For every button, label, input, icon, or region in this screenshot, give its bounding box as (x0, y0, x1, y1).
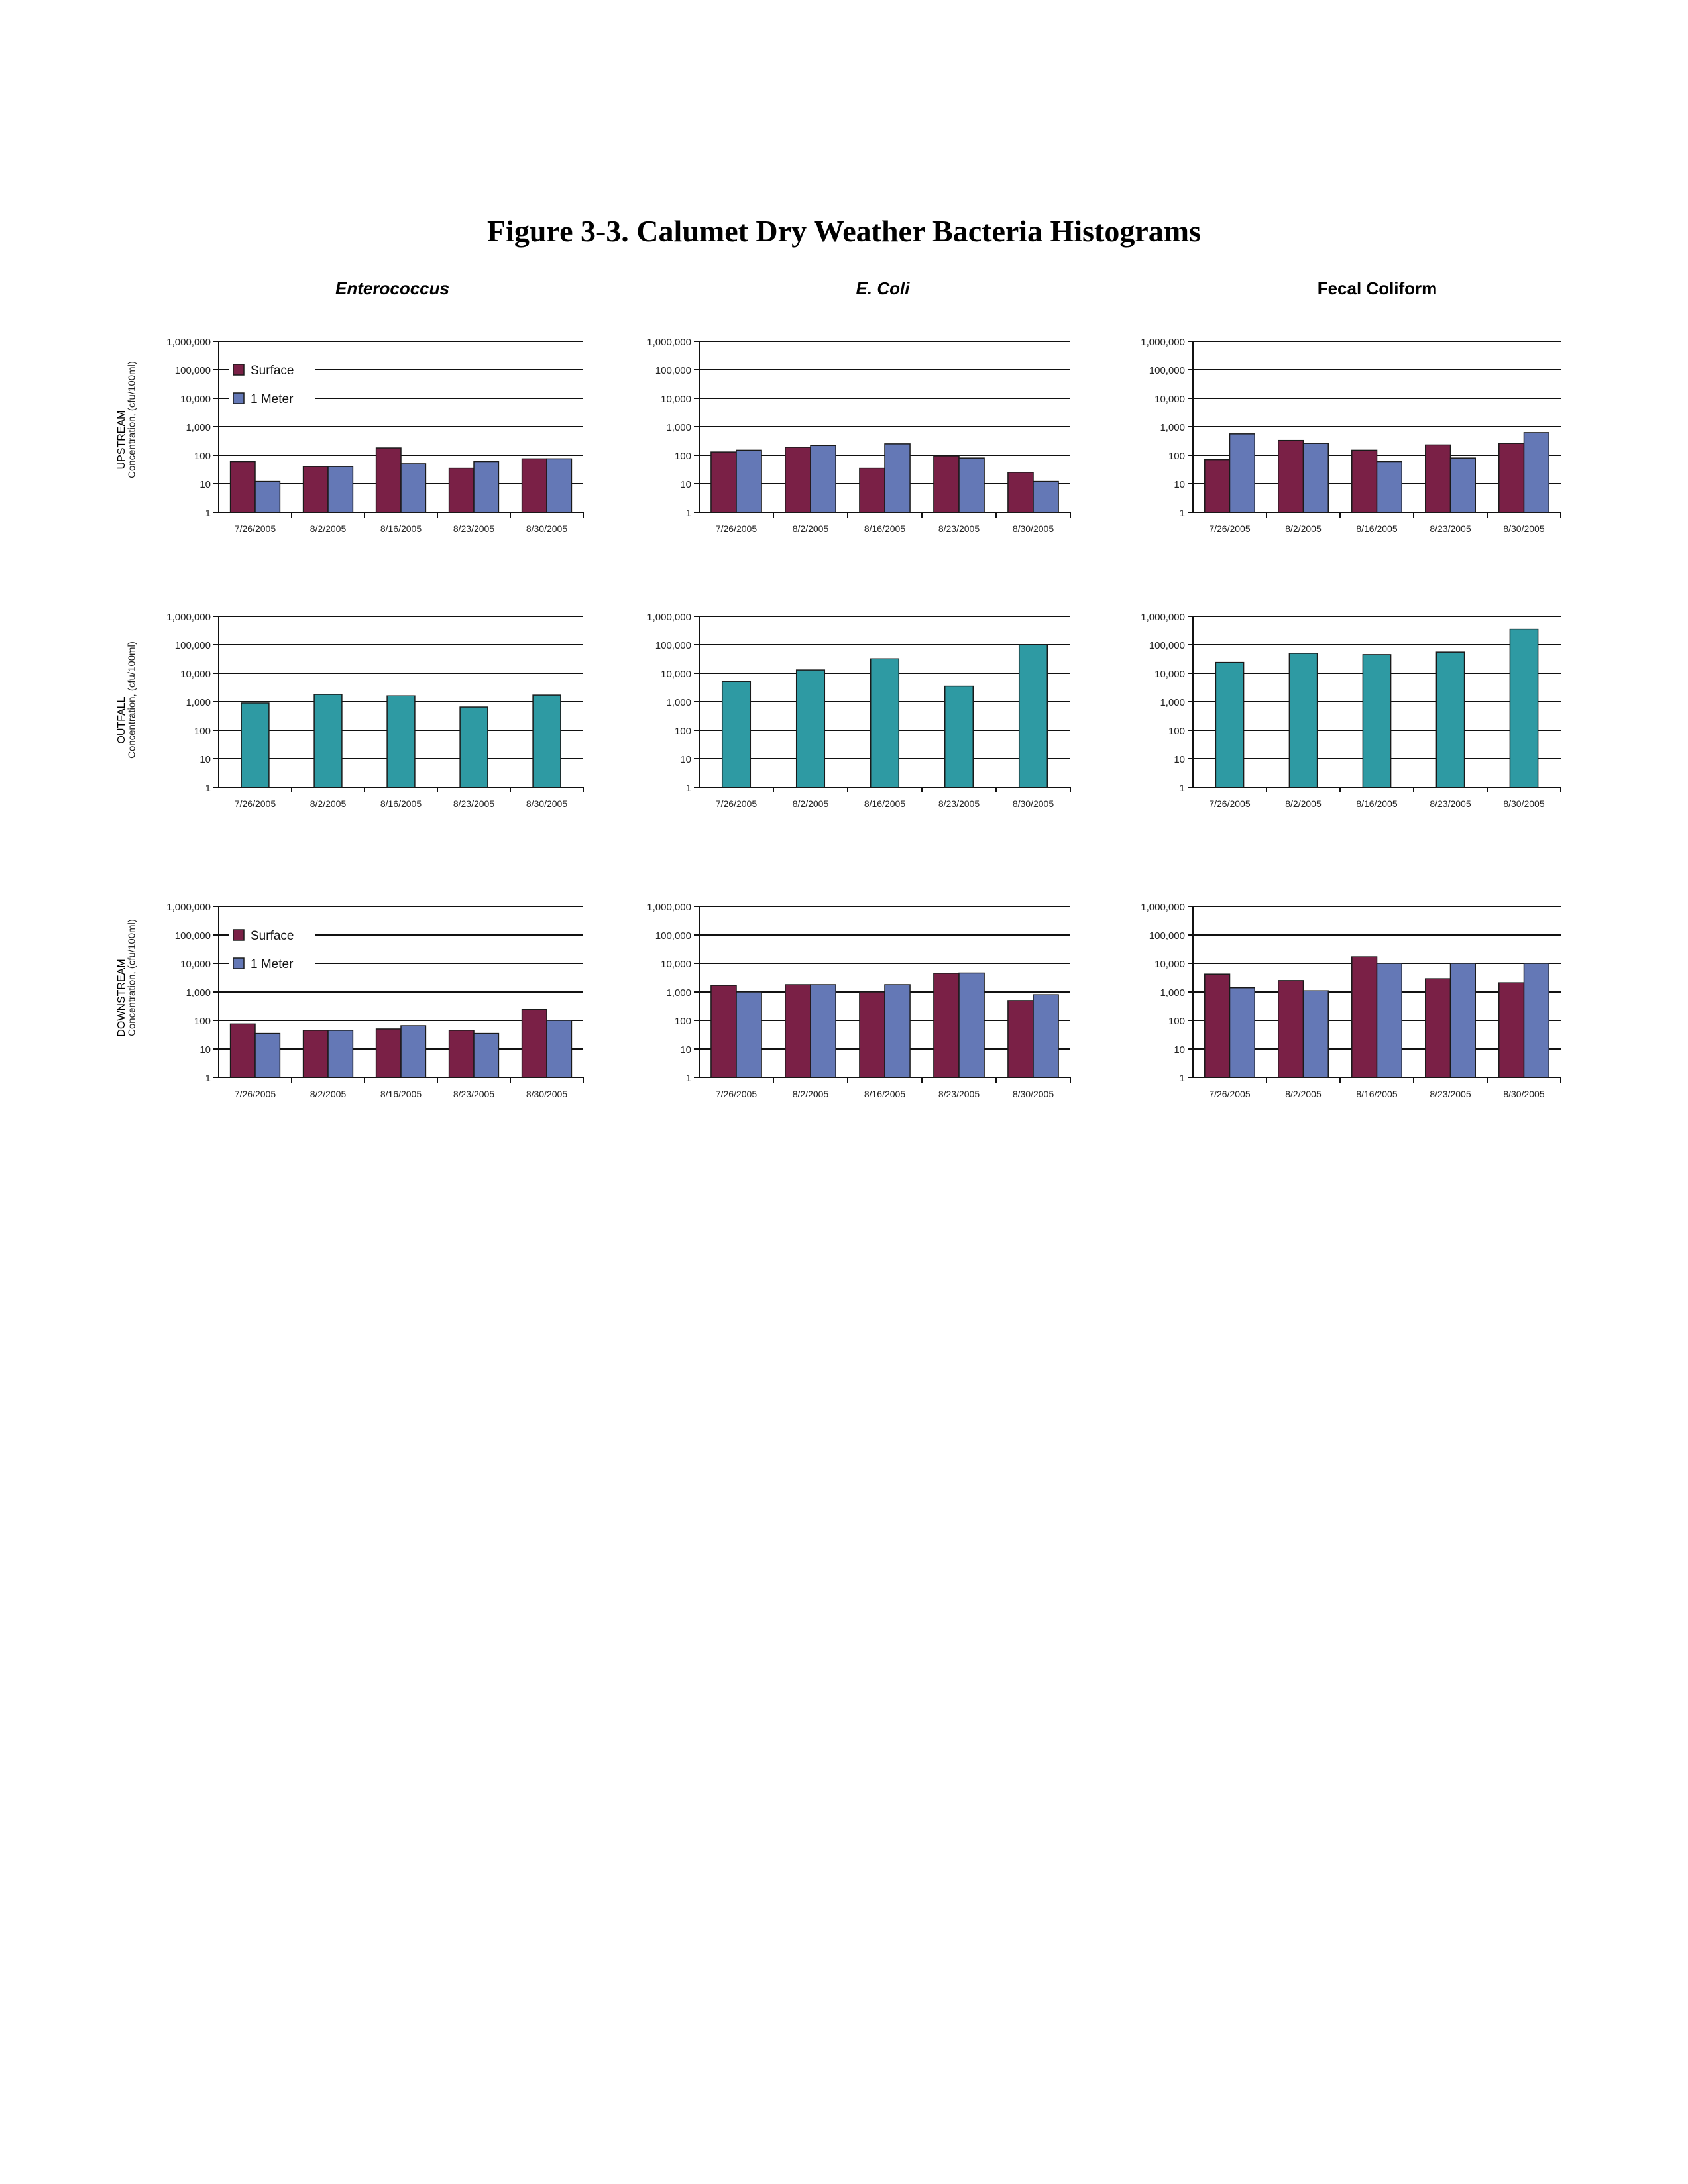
outfall-ecoli-ytick-label: 1,000 (666, 697, 691, 708)
downstream-ecoli-ytick-label: 100 (674, 1016, 691, 1027)
downstream-ecoli-xtick-label: 8/16/2005 (864, 1089, 906, 1099)
upstream-enterococcus-xtick-label: 8/2/2005 (309, 523, 347, 534)
upstream-fecal-coliform-xtick-label: 8/30/2005 (1503, 523, 1545, 534)
outfall-ecoli-ytick-label: 10,000 (661, 669, 691, 680)
downstream-fecal-coliform-bar-surface (1205, 974, 1230, 1077)
downstream-fecal-coliform-xtick-label: 7/26/2005 (1209, 1089, 1251, 1099)
downstream-enterococcus-legend-swatch (233, 930, 244, 940)
upstream-enterococcus-ytick-label: 10 (199, 479, 211, 490)
upstream-enterococcus-xtick-label: 8/30/2005 (526, 523, 568, 534)
upstream-ecoli-ytick-label: 10,000 (661, 394, 691, 405)
downstream-enterococcus-bar-surface (376, 1029, 401, 1077)
outfall-ecoli-ytick-label: 100,000 (655, 640, 691, 651)
upstream-fecal-coliform-xtick-label: 7/26/2005 (1209, 523, 1251, 534)
upstream-fecal-coliform-bar-surface (1352, 450, 1377, 512)
downstream-enterococcus-legend-label: Surface (251, 929, 294, 943)
upstream-ecoli-bar-surface (1008, 472, 1033, 512)
downstream-ecoli-bar-surface (785, 985, 811, 1077)
upstream-enterococcus-ytick-label: 1,000 (186, 422, 211, 433)
outfall-fecal-coliform-bar-value (1215, 663, 1243, 787)
downstream-enterococcus-xtick-label: 8/23/2005 (453, 1089, 495, 1099)
upstream-enterococcus-bar-surface (304, 466, 328, 512)
outfall-ecoli-xtick-label: 7/26/2005 (715, 798, 758, 809)
upstream-enterococcus-legend-label: Surface (251, 364, 294, 378)
outfall-ecoli-bar-value (797, 670, 825, 787)
downstream-enterococcus-ytick-label: 1 (205, 1073, 211, 1084)
downstream-fecal-coliform-bar-surface (1426, 979, 1451, 1077)
upstream-enterococcus-legend-swatch (233, 364, 244, 375)
upstream-fecal-coliform-ytick-label: 1,000,000 (1141, 337, 1185, 348)
downstream-fecal-coliform-ytick-label: 10,000 (1154, 959, 1185, 970)
upstream-fecal-coliform-ytick-label: 100 (1168, 451, 1185, 462)
outfall-ecoli-xtick-label: 8/16/2005 (864, 798, 906, 809)
outfall-fecal-coliform-ytick-label: 1 (1179, 783, 1185, 794)
downstream-enterococcus-bar-1-meter (401, 1026, 425, 1077)
downstream-ecoli-bar-1-meter (736, 992, 761, 1077)
downstream-enterococcus-bar-surface (304, 1030, 328, 1077)
upstream-ecoli-ytick-label: 1,000 (666, 422, 691, 433)
y-axis-title-outfall: Concentration, (cfu/100ml) (126, 641, 138, 759)
downstream-ecoli-bar-surface (934, 973, 959, 1077)
column-title-ecoli: E. Coli (856, 278, 910, 298)
outfall-fecal-coliform-ytick-label: 1,000,000 (1141, 612, 1185, 623)
upstream-fecal-coliform-bar-surface (1205, 460, 1230, 512)
downstream-enterococcus-ytick-label: 1,000 (186, 987, 211, 999)
outfall-ecoli-xtick-label: 8/30/2005 (1012, 798, 1054, 809)
downstream-enterococcus-bar-surface (522, 1010, 547, 1077)
downstream-enterococcus-xtick-label: 8/2/2005 (309, 1089, 347, 1099)
upstream-ecoli-ytick-label: 10 (680, 479, 691, 490)
downstream-enterococcus-legend-label: 1 Meter (251, 957, 294, 971)
outfall-ecoli-xtick-label: 8/2/2005 (792, 798, 829, 809)
downstream-fecal-coliform-bar-1-meter (1230, 988, 1255, 1077)
downstream-ecoli-ytick-label: 1 (685, 1073, 691, 1084)
downstream-fecal-coliform-ytick-label: 1,000,000 (1141, 902, 1185, 913)
outfall-enterococcus-ytick-label: 1 (205, 783, 211, 794)
upstream-fecal-coliform-xtick-label: 8/2/2005 (1285, 523, 1322, 534)
outfall-fecal-coliform-ytick-label: 1,000 (1160, 697, 1185, 708)
upstream-fecal-coliform-bar-1-meter (1451, 458, 1476, 512)
outfall-ecoli-ytick-label: 1,000,000 (647, 612, 691, 623)
outfall-enterococcus-ytick-label: 100 (194, 726, 211, 737)
outfall-fecal-coliform-bar-value (1510, 629, 1538, 787)
upstream-fecal-coliform-ytick-label: 10 (1174, 479, 1185, 490)
downstream-fecal-coliform-bar-1-meter (1451, 963, 1476, 1077)
row-label-upstream: UPSTREAM (116, 410, 127, 470)
outfall-enterococcus-ytick-label: 100,000 (174, 640, 211, 651)
downstream-ecoli-bar-1-meter (1033, 995, 1058, 1077)
upstream-enterococcus-legend-swatch (233, 393, 244, 404)
downstream-ecoli-ytick-label: 10,000 (661, 959, 691, 970)
upstream-enterococcus-xtick-label: 8/16/2005 (380, 523, 422, 534)
outfall-fecal-coliform-xtick-label: 8/16/2005 (1356, 798, 1398, 809)
downstream-enterococcus-xtick-label: 7/26/2005 (234, 1089, 276, 1099)
upstream-enterococcus-ytick-label: 1 (205, 508, 211, 519)
downstream-enterococcus-ytick-label: 10 (199, 1044, 211, 1056)
downstream-enterococcus-xtick-label: 8/16/2005 (380, 1089, 422, 1099)
upstream-enterococcus-bar-surface (449, 468, 474, 512)
upstream-enterococcus-legend-label: 1 Meter (251, 392, 294, 406)
downstream-fecal-coliform-bar-1-meter (1377, 963, 1402, 1077)
downstream-enterococcus-ytick-label: 1,000,000 (166, 902, 211, 913)
outfall-ecoli-bar-value (1019, 645, 1048, 787)
downstream-fecal-coliform-bar-1-meter (1304, 991, 1329, 1077)
outfall-fecal-coliform-ytick-label: 10 (1174, 754, 1185, 765)
downstream-ecoli-ytick-label: 1,000,000 (647, 902, 691, 913)
upstream-fecal-coliform-bar-surface (1499, 443, 1524, 512)
outfall-ecoli-bar-value (945, 686, 974, 787)
downstream-fecal-coliform-bar-1-meter (1524, 963, 1549, 1077)
upstream-enterococcus-bar-1-meter (328, 466, 353, 512)
downstream-enterococcus-bar-1-meter (474, 1034, 498, 1077)
downstream-fecal-coliform-bar-surface (1352, 957, 1377, 1077)
upstream-enterococcus-bar-surface (231, 462, 255, 512)
upstream-ecoli-bar-1-meter (811, 445, 836, 512)
upstream-fecal-coliform-ytick-label: 1 (1179, 508, 1185, 519)
downstream-fecal-coliform-bar-surface (1278, 981, 1304, 1077)
outfall-enterococcus-xtick-label: 8/2/2005 (309, 798, 347, 809)
outfall-fecal-coliform-bar-value (1436, 652, 1464, 787)
downstream-ecoli-xtick-label: 8/2/2005 (792, 1089, 829, 1099)
outfall-enterococcus-ytick-label: 1,000 (186, 697, 211, 708)
outfall-enterococcus-bar-value (241, 703, 269, 787)
outfall-fecal-coliform-xtick-label: 8/23/2005 (1430, 798, 1471, 809)
downstream-ecoli-bar-1-meter (959, 973, 984, 1077)
outfall-enterococcus-xtick-label: 8/16/2005 (380, 798, 422, 809)
upstream-ecoli-bar-surface (860, 468, 885, 512)
downstream-ecoli-bar-1-meter (885, 985, 910, 1077)
downstream-ecoli-xtick-label: 8/23/2005 (938, 1089, 980, 1099)
upstream-enterococcus-ytick-label: 100 (194, 451, 211, 462)
downstream-ecoli-bar-1-meter (811, 985, 836, 1077)
outfall-enterococcus-bar-value (460, 707, 488, 787)
outfall-fecal-coliform-bar-value (1289, 653, 1317, 787)
upstream-ecoli-bar-surface (785, 447, 811, 512)
downstream-fecal-coliform-xtick-label: 8/30/2005 (1503, 1089, 1545, 1099)
downstream-enterococcus-ytick-label: 100 (194, 1016, 211, 1027)
upstream-fecal-coliform-ytick-label: 1,000 (1160, 422, 1185, 433)
outfall-enterococcus-ytick-label: 1,000,000 (166, 612, 211, 623)
downstream-ecoli-bar-surface (860, 992, 885, 1077)
row-label-outfall: OUTFALL (116, 696, 127, 744)
downstream-ecoli-ytick-label: 100,000 (655, 930, 691, 942)
outfall-ecoli-ytick-label: 100 (674, 726, 691, 737)
downstream-enterococcus-bar-1-meter (328, 1030, 353, 1077)
downstream-enterococcus-bar-surface (449, 1030, 474, 1077)
upstream-ecoli-bar-1-meter (885, 444, 910, 512)
upstream-fecal-coliform-ytick-label: 10,000 (1154, 394, 1185, 405)
upstream-enterococcus-ytick-label: 100,000 (174, 365, 211, 376)
outfall-fecal-coliform-xtick-label: 7/26/2005 (1209, 798, 1251, 809)
outfall-ecoli-xtick-label: 8/23/2005 (938, 798, 980, 809)
downstream-enterococcus-bar-surface (231, 1024, 255, 1077)
downstream-ecoli-bar-surface (1008, 1001, 1033, 1077)
downstream-enterococcus-ytick-label: 10,000 (180, 959, 211, 970)
outfall-enterococcus-bar-value (314, 694, 342, 787)
outfall-ecoli-bar-value (871, 659, 899, 787)
downstream-ecoli-bar-surface (711, 985, 736, 1077)
downstream-fecal-coliform-ytick-label: 100 (1168, 1016, 1185, 1027)
upstream-fecal-coliform-xtick-label: 8/23/2005 (1430, 523, 1471, 534)
upstream-enterococcus-bar-1-meter (401, 464, 425, 512)
downstream-ecoli-ytick-label: 10 (680, 1044, 691, 1056)
outfall-ecoli-ytick-label: 1 (685, 783, 691, 794)
upstream-fecal-coliform-bar-1-meter (1377, 462, 1402, 512)
upstream-fecal-coliform-ytick-label: 100,000 (1149, 365, 1185, 376)
outfall-enterococcus-ytick-label: 10,000 (180, 669, 211, 680)
downstream-fecal-coliform-xtick-label: 8/16/2005 (1356, 1089, 1398, 1099)
column-title-enterococcus: Enterococcus (335, 278, 449, 298)
upstream-enterococcus-ytick-label: 1,000,000 (166, 337, 211, 348)
downstream-fecal-coliform-ytick-label: 100,000 (1149, 930, 1185, 942)
upstream-enterococcus-bar-surface (376, 448, 401, 512)
upstream-fecal-coliform-bar-1-meter (1304, 443, 1329, 512)
upstream-enterococcus-bar-1-meter (474, 462, 498, 512)
downstream-ecoli-xtick-label: 7/26/2005 (715, 1089, 758, 1099)
downstream-fecal-coliform-ytick-label: 10 (1174, 1044, 1185, 1056)
upstream-enterococcus-bar-surface (522, 459, 547, 512)
downstream-ecoli-ytick-label: 1,000 (666, 987, 691, 999)
upstream-fecal-coliform-bar-1-meter (1524, 433, 1549, 512)
outfall-fecal-coliform-xtick-label: 8/2/2005 (1285, 798, 1322, 809)
outfall-ecoli-ytick-label: 10 (680, 754, 691, 765)
outfall-enterococcus-xtick-label: 8/30/2005 (526, 798, 568, 809)
upstream-ecoli-ytick-label: 1,000,000 (647, 337, 691, 348)
outfall-ecoli-bar-value (722, 681, 751, 787)
upstream-ecoli-xtick-label: 8/23/2005 (938, 523, 980, 534)
outfall-enterococcus-xtick-label: 7/26/2005 (234, 798, 276, 809)
upstream-enterococcus-ytick-label: 10,000 (180, 394, 211, 405)
downstream-fecal-coliform-xtick-label: 8/23/2005 (1430, 1089, 1471, 1099)
upstream-ecoli-bar-1-meter (1033, 482, 1058, 512)
upstream-ecoli-ytick-label: 1 (685, 508, 691, 519)
outfall-enterococcus-bar-value (533, 695, 561, 787)
upstream-enterococcus-bar-1-meter (547, 459, 571, 512)
outfall-fecal-coliform-ytick-label: 100 (1168, 726, 1185, 737)
upstream-ecoli-xtick-label: 8/2/2005 (792, 523, 829, 534)
column-title-fecal-coliform: Fecal Coliform (1317, 278, 1437, 298)
upstream-ecoli-ytick-label: 100 (674, 451, 691, 462)
figure-title: Figure 3-3. Calumet Dry Weather Bacteria Histograms (487, 214, 1201, 248)
upstream-ecoli-bar-surface (711, 452, 736, 512)
upstream-enterococcus-xtick-label: 8/23/2005 (453, 523, 495, 534)
outfall-fecal-coliform-ytick-label: 100,000 (1149, 640, 1185, 651)
downstream-enterococcus-ytick-label: 100,000 (174, 930, 211, 942)
upstream-enterococcus-bar-1-meter (255, 482, 280, 512)
downstream-fecal-coliform-bar-surface (1499, 983, 1524, 1077)
upstream-enterococcus-xtick-label: 7/26/2005 (234, 523, 276, 534)
upstream-ecoli-xtick-label: 7/26/2005 (715, 523, 758, 534)
downstream-fecal-coliform-ytick-label: 1 (1179, 1073, 1185, 1084)
outfall-fecal-coliform-bar-value (1363, 655, 1390, 787)
upstream-fecal-coliform-bar-1-meter (1230, 434, 1255, 512)
upstream-fecal-coliform-bar-surface (1278, 441, 1304, 512)
upstream-fecal-coliform-xtick-label: 8/16/2005 (1356, 523, 1398, 534)
downstream-enterococcus-bar-1-meter (547, 1020, 571, 1077)
outfall-fecal-coliform-ytick-label: 10,000 (1154, 669, 1185, 680)
outfall-enterococcus-xtick-label: 8/23/2005 (453, 798, 495, 809)
downstream-enterococcus-xtick-label: 8/30/2005 (526, 1089, 568, 1099)
downstream-enterococcus-bar-1-meter (255, 1034, 280, 1077)
upstream-ecoli-ytick-label: 100,000 (655, 365, 691, 376)
upstream-ecoli-xtick-label: 8/16/2005 (864, 523, 906, 534)
y-axis-title-downstream: Concentration, (cfu/100ml) (126, 919, 138, 1036)
downstream-ecoli-xtick-label: 8/30/2005 (1012, 1089, 1054, 1099)
row-label-downstream: DOWNSTREAM (116, 959, 127, 1037)
upstream-ecoli-xtick-label: 8/30/2005 (1012, 523, 1054, 534)
downstream-fecal-coliform-ytick-label: 1,000 (1160, 987, 1185, 999)
outfall-enterococcus-ytick-label: 10 (199, 754, 211, 765)
y-axis-title-upstream: Concentration, (cfu/100ml) (126, 361, 138, 478)
upstream-ecoli-bar-surface (934, 456, 959, 512)
upstream-fecal-coliform-bar-surface (1426, 445, 1451, 512)
outfall-enterococcus-bar-value (387, 696, 415, 787)
downstream-fecal-coliform-xtick-label: 8/2/2005 (1285, 1089, 1322, 1099)
upstream-ecoli-bar-1-meter (736, 450, 761, 512)
downstream-enterococcus-legend-swatch (233, 958, 244, 969)
upstream-ecoli-bar-1-meter (959, 458, 984, 512)
outfall-fecal-coliform-xtick-label: 8/30/2005 (1503, 798, 1545, 809)
